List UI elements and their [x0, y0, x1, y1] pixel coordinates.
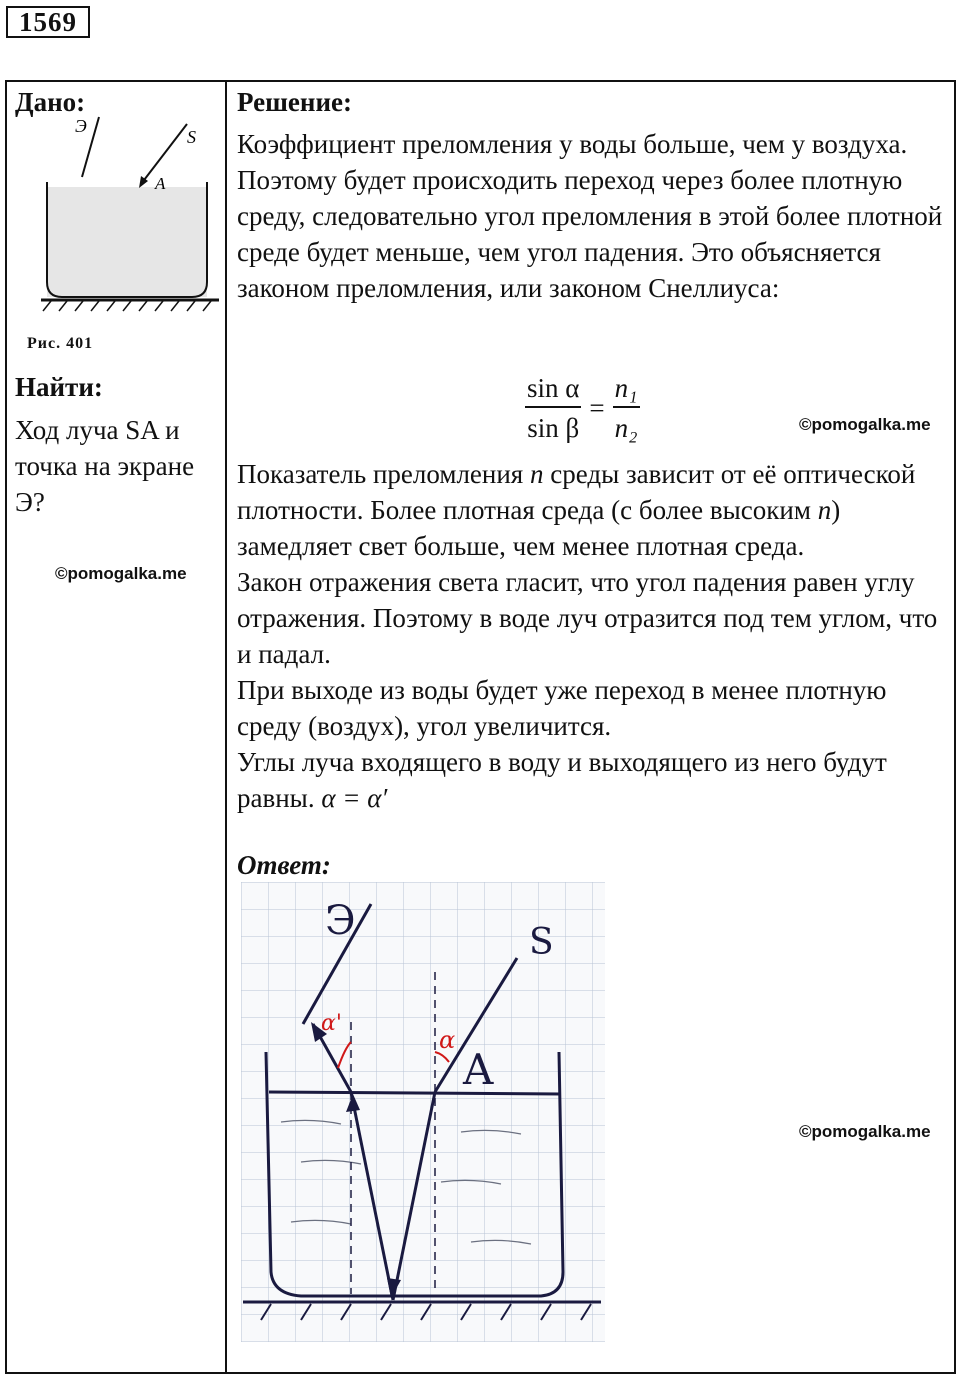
fraction-right-numerator: n₁ [613, 372, 640, 408]
solution-para-2: Поэтому будет происходить переход через более плотную среду, следовательно угол преломления в этой более плотной среде будет меньше, чем угол падения. Это объясняется законом преломления, или законом Снеллиуса: [237, 165, 943, 303]
watermark-left: ©pomogalka.me [55, 564, 187, 583]
answer-header: Ответ: [237, 850, 331, 880]
angle-label-left: α' [321, 1011, 342, 1036]
watermark-right: ©pomogalka.me [799, 1122, 931, 1141]
figure-401 [27, 112, 227, 342]
water-fill [47, 187, 207, 297]
solution-text-bottom [237, 456, 952, 816]
solution-header: Решение: [237, 87, 352, 117]
para3-n: n [529, 459, 544, 489]
fraction-left-numerator: sin α [525, 372, 581, 408]
solution-table [5, 80, 956, 1374]
hatching [43, 301, 211, 311]
point-label: A [155, 174, 166, 193]
answer-sketch [241, 882, 605, 1342]
source-label: S [187, 127, 196, 147]
fraction-left [525, 372, 581, 444]
solution-para-3 [237, 456, 952, 564]
fraction-left-denominator: sin β [527, 413, 580, 443]
sketch-point-label: A [463, 1045, 494, 1094]
para3-part-b: среды зависит от её оптической плотности. Более плотная среда (с более высоким [237, 459, 916, 525]
solution-para-6 [237, 744, 952, 816]
find-header: Найти: [15, 372, 103, 402]
watermark-middle: ©pomogalka.me [799, 415, 931, 434]
problem-number: 1569 [6, 6, 90, 38]
para3-n2: n [817, 495, 832, 525]
fraction-right [613, 372, 640, 444]
solution-para-5: При выходе из воды будет уже переход в менее плотную среду (воздух), угол увеличится. [237, 675, 887, 741]
equals-sign: = [589, 392, 605, 423]
sketch-source-label: S [529, 922, 554, 963]
angle-label-right: α [439, 1026, 456, 1054]
sketch-screen-label: Э [325, 898, 356, 944]
solution-para-1: Коэффициент преломления у воды больше, чем у воздуха. [237, 129, 908, 159]
para3-part-c: ) замедляет свет больше, чем менее плотная среда. [237, 495, 841, 561]
given-header: Дано: [15, 87, 86, 117]
para6-text: Углы луча входящего в воду и выходящего из него будут равны. [237, 747, 887, 813]
water-surface [269, 1092, 561, 1094]
fraction-right-denominator: n₂ [614, 413, 638, 443]
solution-para-4: Закон отражения света гласит, что угол падения равен углу отражения. Поэтому в воде луч отразится под тем углом, что и падал. [237, 567, 938, 669]
find-text: Ход луча SA и точка на экране Э? [15, 415, 195, 517]
para3-part-a: Показатель преломления [237, 459, 530, 489]
solution-text-top [237, 126, 952, 306]
snell-formula [525, 372, 640, 452]
figure-caption: Рис. 401 [27, 335, 94, 352]
angle-equality: α = α′ [321, 783, 388, 813]
screen-label: Э [75, 116, 87, 136]
